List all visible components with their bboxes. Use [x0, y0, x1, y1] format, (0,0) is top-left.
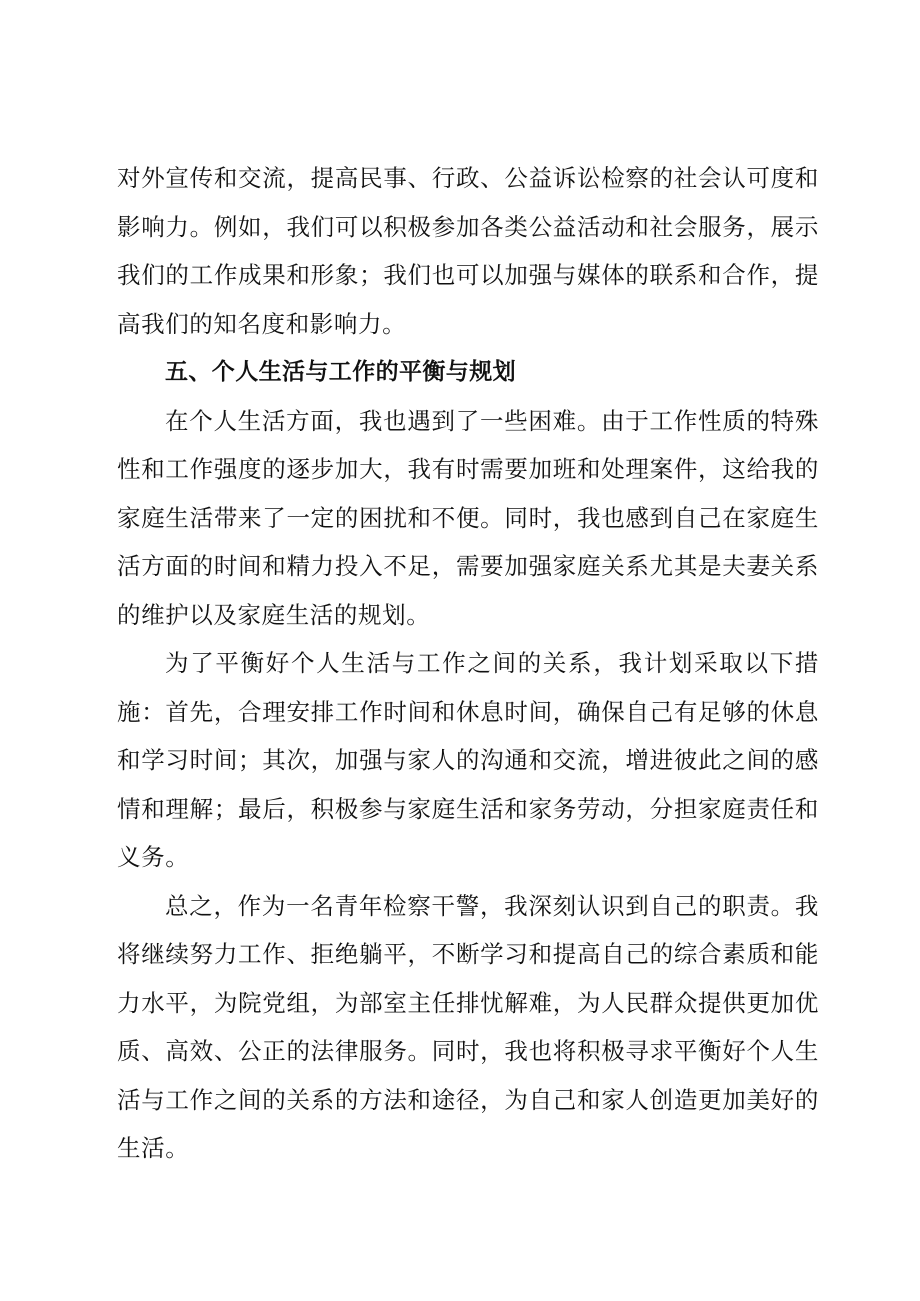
paragraph-conclusion: 总之，作为一名青年检察干警，我深刻认识到自己的职责。我将继续努力工作、拒绝躺平，不断学习和提高自己的综合素质和能力水平，为院党组，为部室主任排忧解难，为人民群众提供更加优质、高效、公正的法律服务。同时，我也将积极寻求平衡好个人生活与工作之间的关系的方法和途径，为自己和家人创造更加美好的生活。 [117, 891, 819, 1162]
section-heading: 五、个人生活与工作的平衡与规划 [165, 359, 516, 385]
paragraph-personal-life: 在个人生活方面，我也遇到了一些困难。由于工作性质的特殊性和工作强度的逐步加大，我有时需要加班和处理案件，这给我的家庭生活带来了一定的困扰和不便。同时，我也感到自己在家庭生活方面的时间和精力投入不足，需要加强家庭关系尤其是夫妻关系的维护以及家庭生活的规划。 [117, 406, 819, 629]
paragraph-balance-plan: 为了平衡好个人生活与工作之间的关系，我计划采取以下措施：首先，合理安排工作时间和休息时间，确保自己有足够的休息和学习时间；其次，加强与家人的沟通和交流，增进彼此之间的感情和理解；最后，积极参与家庭生活和家务劳动，分担家庭责任和义务。 [117, 649, 819, 871]
document-body [117, 154, 819, 1173]
paragraph-continued: 对外宣传和交流，提高民事、行政、公益诉讼检察的社会认可度和影响力。例如，我们可以积极参加各类公益活动和社会服务，展示我们的工作成果和形象；我们也可以加强与媒体的联系和合作，提高我们的知名度和影响力。 [117, 164, 819, 338]
